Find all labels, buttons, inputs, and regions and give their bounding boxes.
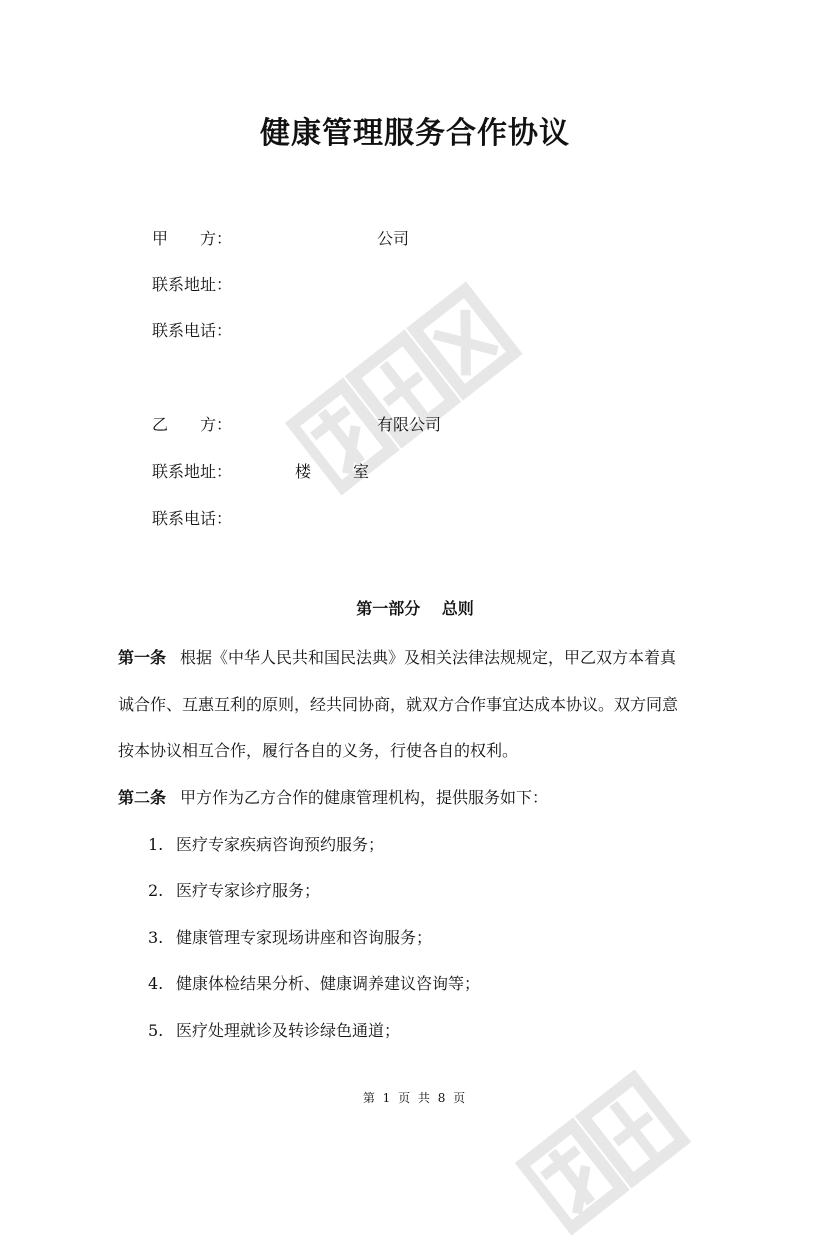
article-1-line-1	[118, 645, 676, 668]
list-item-text: 健康管理专家现场讲座和咨询服务；	[176, 928, 433, 947]
party-b-phone-label: 联系电话：	[152, 509, 233, 528]
page-footer: 第 1 页 共 8 页	[362, 1091, 468, 1105]
section-heading: 第一部分 总则	[356, 599, 474, 618]
party-b-address-building: 楼	[295, 462, 312, 481]
watermark-logo-icon	[277, 272, 532, 508]
list-item	[148, 925, 432, 948]
party-a-address-row	[152, 272, 242, 295]
party-b-phone-row	[152, 506, 242, 529]
party-a-address-label: 联系地址：	[152, 275, 233, 294]
list-item-number: 2.	[148, 881, 164, 900]
party-b-name-row	[152, 412, 242, 435]
party-b-address-row	[152, 459, 242, 482]
party-b-address-label: 联系地址：	[152, 462, 233, 481]
list-item-number: 4.	[148, 974, 164, 993]
party-b-name-label: 乙 方：	[152, 415, 233, 434]
list-item-text: 医疗专家诊疗服务；	[176, 881, 321, 900]
article-1-label: 第一条	[118, 648, 167, 667]
article-1-line-3: 按本协议相互合作，履行各自的义务，行使各自的权利。	[118, 741, 519, 760]
party-b-name-value: 有限公司	[377, 415, 442, 434]
list-item-text: 医疗专家疾病咨询预约服务；	[176, 835, 385, 854]
party-a-phone-label: 联系电话：	[152, 321, 233, 340]
article-2-label: 第二条	[118, 788, 167, 807]
party-a-name-row	[152, 226, 242, 249]
article-2-text: 甲方作为乙方合作的健康管理机构，提供服务如下：	[180, 788, 549, 807]
document-title: 健康管理服务合作协议	[260, 116, 570, 151]
list-item	[148, 878, 320, 901]
watermark-logo-icon	[507, 1012, 762, 1248]
list-item	[148, 1018, 400, 1041]
party-a-name-label: 甲 方：	[152, 229, 233, 248]
list-item	[148, 832, 384, 855]
list-item-text: 健康体检结果分析、健康调养建议咨询等；	[176, 974, 481, 993]
list-item	[148, 971, 480, 994]
party-b-address-room: 室	[353, 462, 370, 481]
list-item-number: 3.	[148, 928, 164, 947]
article-1-text-1: 根据《中华人民共和国民法典》及相关法律法规规定，甲乙双方本着真	[180, 648, 677, 667]
list-item-number: 5.	[148, 1021, 164, 1040]
party-a-phone-row	[152, 318, 242, 341]
list-item-text: 医疗处理就诊及转诊绿色通道；	[176, 1021, 401, 1040]
list-item-number: 1.	[148, 835, 164, 854]
party-a-name-value: 公司	[377, 229, 410, 248]
article-2	[118, 785, 548, 808]
article-1-line-2: 诚合作、互惠互利的原则，经共同协商，就双方合作事宜达成本协议。双方同意	[118, 695, 679, 714]
